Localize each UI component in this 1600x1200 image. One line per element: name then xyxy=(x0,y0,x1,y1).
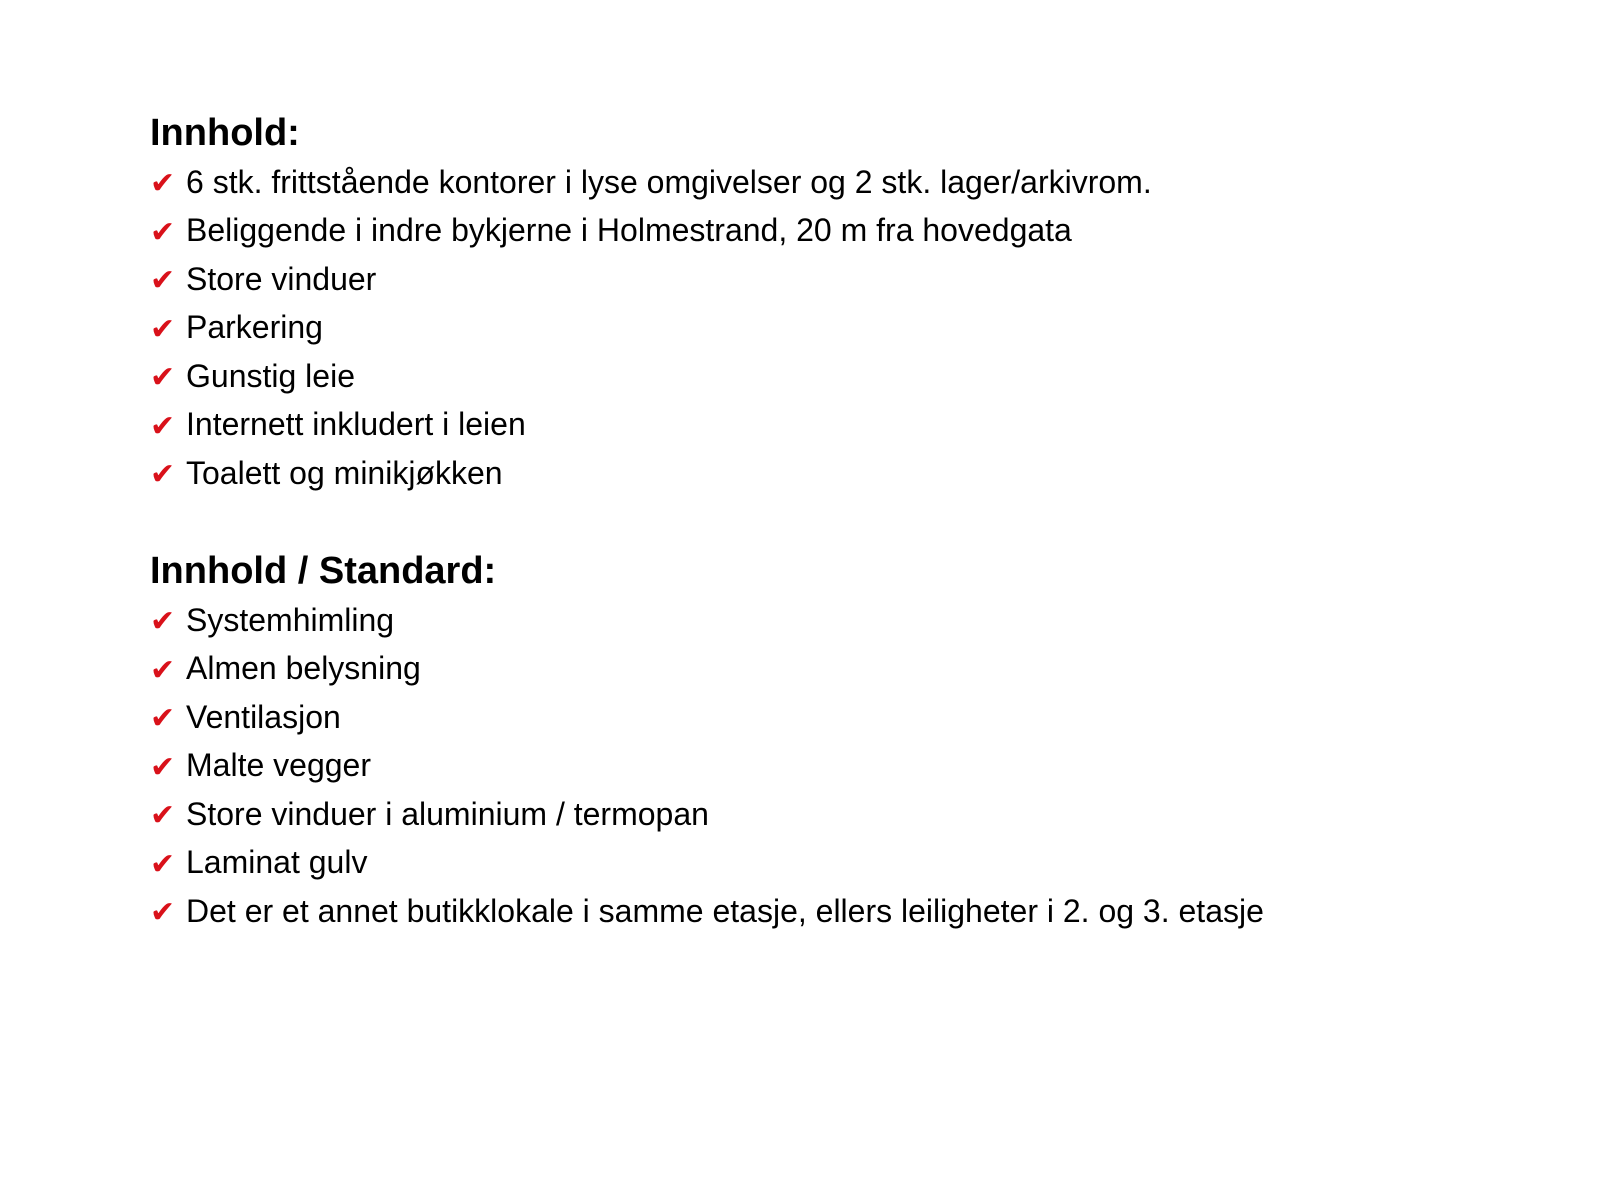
check-mark-icon: ✔ xyxy=(150,749,176,785)
list-item xyxy=(150,596,1264,645)
list-item xyxy=(150,449,1152,498)
check-mark-icon: ✔ xyxy=(150,166,176,202)
list-item-text: Laminat gulv xyxy=(186,844,368,881)
list-item xyxy=(150,645,1264,694)
check-mark-icon: ✔ xyxy=(150,408,176,444)
check-mark-icon: ✔ xyxy=(150,652,176,688)
list-item-text: Parkering xyxy=(186,309,323,346)
check-mark-icon: ✔ xyxy=(150,895,176,931)
list-item xyxy=(150,304,1152,353)
list-item-text: 6 stk. frittstående kontorer i lyse omgivelser og 2 stk. lager/arkivrom. xyxy=(186,163,1152,200)
list-item xyxy=(150,207,1152,256)
check-mark-icon: ✔ xyxy=(150,701,176,737)
section-innhold-standard xyxy=(150,546,1264,936)
list-item-text: Almen belysning xyxy=(186,650,421,687)
list-item xyxy=(150,693,1264,742)
list-item-text: Malte vegger xyxy=(186,747,371,784)
check-mark-icon: ✔ xyxy=(150,846,176,882)
list-item-text: Gunstig leie xyxy=(186,357,355,394)
list-item xyxy=(150,255,1152,304)
list-item xyxy=(150,158,1152,207)
list-item-text: Store vinduer xyxy=(186,260,377,297)
list-item xyxy=(150,742,1264,791)
check-mark-icon: ✔ xyxy=(150,604,176,640)
list-item xyxy=(150,352,1152,401)
section-innhold xyxy=(150,108,1152,498)
list-item xyxy=(150,839,1264,888)
check-mark-icon: ✔ xyxy=(150,798,176,834)
list-item-text: Systemhimling xyxy=(186,601,395,638)
list-item-text: Toalett og minikjøkken xyxy=(186,454,503,491)
list-item-text: Store vinduer i aluminium / termopan xyxy=(186,795,709,832)
check-mark-icon: ✔ xyxy=(150,360,176,396)
list-item xyxy=(150,790,1264,839)
check-mark-icon: ✔ xyxy=(150,214,176,250)
list-item-text: Internett inkludert i leien xyxy=(186,406,526,443)
list-item-text: Det er et annet butikklokale i samme etasje, ellers leiligheter i 2. og 3. etasje xyxy=(186,892,1264,929)
check-mark-icon: ✔ xyxy=(150,457,176,493)
section-heading: Innhold: xyxy=(150,112,300,154)
check-mark-icon: ✔ xyxy=(150,263,176,299)
feature-list xyxy=(150,158,1152,498)
list-item xyxy=(150,887,1264,936)
section-heading: Innhold / Standard: xyxy=(150,550,497,592)
list-item-text: Ventilasjon xyxy=(186,698,341,735)
standard-list xyxy=(150,596,1264,936)
list-item-text: Beliggende i indre bykjerne i Holmestrand, 20 m fra hovedgata xyxy=(186,212,1072,249)
list-item xyxy=(150,401,1152,450)
check-mark-icon: ✔ xyxy=(150,311,176,347)
